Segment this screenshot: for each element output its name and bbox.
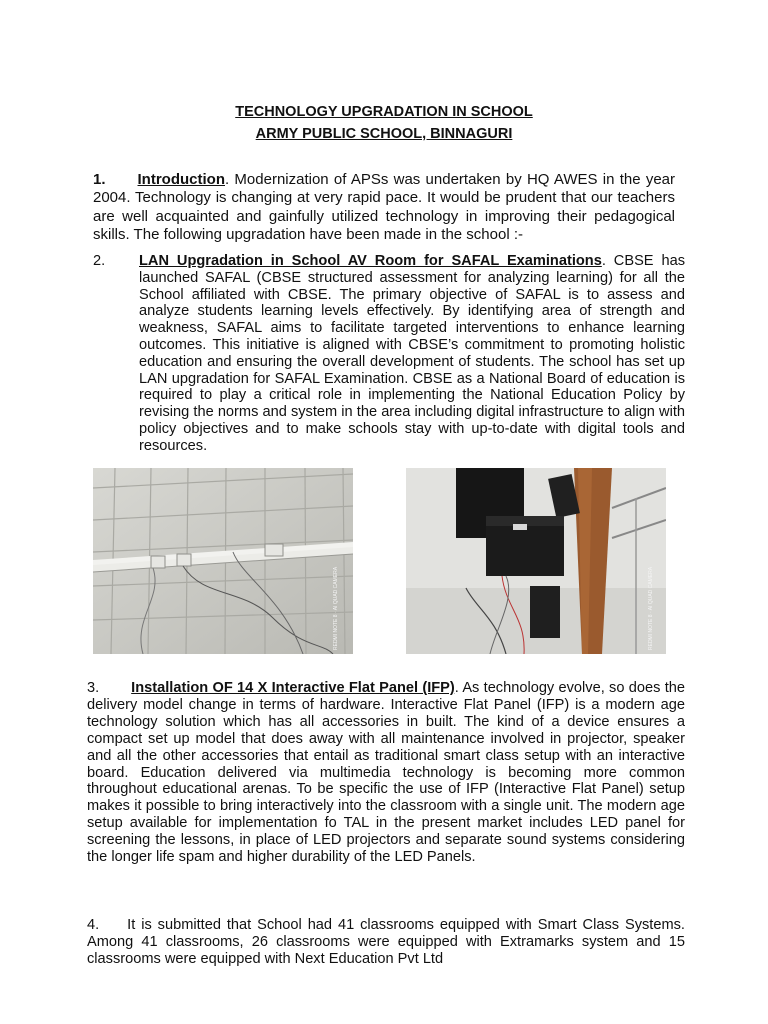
section-text: It is submitted that School had 41 classrooms equipped with Smart Class Systems. Among 41 classrooms, 26 classrooms were equipped with Extramarks system and 15 classrooms were equipped with Next Education Pvt Ltd	[87, 917, 685, 967]
camera-watermark: REDMI NOTE 8 · AI QUAD CAMERA	[648, 566, 654, 650]
section-lan-upgradation	[139, 253, 685, 455]
document-title: TECHNOLOGY UPGRADATION IN SCHOOL	[235, 104, 533, 120]
section-heading: Introduction	[137, 171, 225, 188]
section-text: . Modernization of APSs was undertaken by HQ AWES in the year 2004. Technology is changing at very rapid pace. It would be prudent that our teachers are well acquainted and gainfully utilized technology in improving their pedagogical skills. The following upgradation have been made in the school :-	[93, 171, 675, 243]
section-smart-classrooms	[87, 917, 685, 968]
photo-computer-setup	[406, 468, 666, 654]
section-heading: LAN Upgradation in School AV Room for SAFAL Examinations	[139, 253, 602, 269]
section-introduction	[93, 171, 675, 244]
section-number: 4.	[87, 917, 100, 933]
section-text: . CBSE has launched SAFAL (CBSE structured assessment for analyzing learning) for all the School affiliated with CBSE. The primary objective of SAFAL is to assess and analyze students learning levels effectively. By identifying area of strength and weakness, SAFAL aims to facilitate targeted interventions to enhance learning outcomes. This initiative is aligned with CBSE’s commitment to promoting holistic education and ensuring the overall development of students. The school has set up LAN upgradation for SAFAL Examination. CBSE as a National Board of education is required to play a critical role in implementing the National Education Policy by revising the norms and system in the area including digital infrastructure to align with policy objectives and to make schools stay with up-to-date with digital tools and resources.	[139, 253, 685, 454]
section-number: 3.	[87, 680, 100, 696]
school-name: ARMY PUBLIC SCHOOL, BINNAGURI	[255, 126, 513, 142]
section-text: . As technology evolve, so does the delivery model change in terms of hardware. Interactive Flat Panel (IFP) is a modern age technology solution which has all accessories in built. The kind of a device ensures a compact set up model that does away with all maintenance involved in projector, speaker and all the other accessories that entail as traditional smart class setup with an interactive board. Education delivered via multimedia technology is becoming more common throughout educational arenas. To be specific the use of IFP (Interactive Flat Panel) setup makes it possible to bring interactively into the classroom with a single unit. The modern age setup available for implementation fo TAL in the present market includes LED panel for screening the lessons, in place of LED projectors and separate sound systems considering the longer life spam and higher durability of the LED Panels.	[87, 680, 685, 866]
section-number: 2.	[93, 253, 106, 269]
photo-lan-cabling-wall	[93, 468, 353, 654]
section-interactive-flat-panel	[87, 680, 685, 866]
camera-watermark: REDMI NOTE 8 · AI QUAD CAMERA	[333, 566, 339, 650]
section-heading: Installation OF 14 X Interactive Flat Panel (IFP)	[131, 680, 455, 696]
section-number: 1.	[93, 171, 106, 188]
